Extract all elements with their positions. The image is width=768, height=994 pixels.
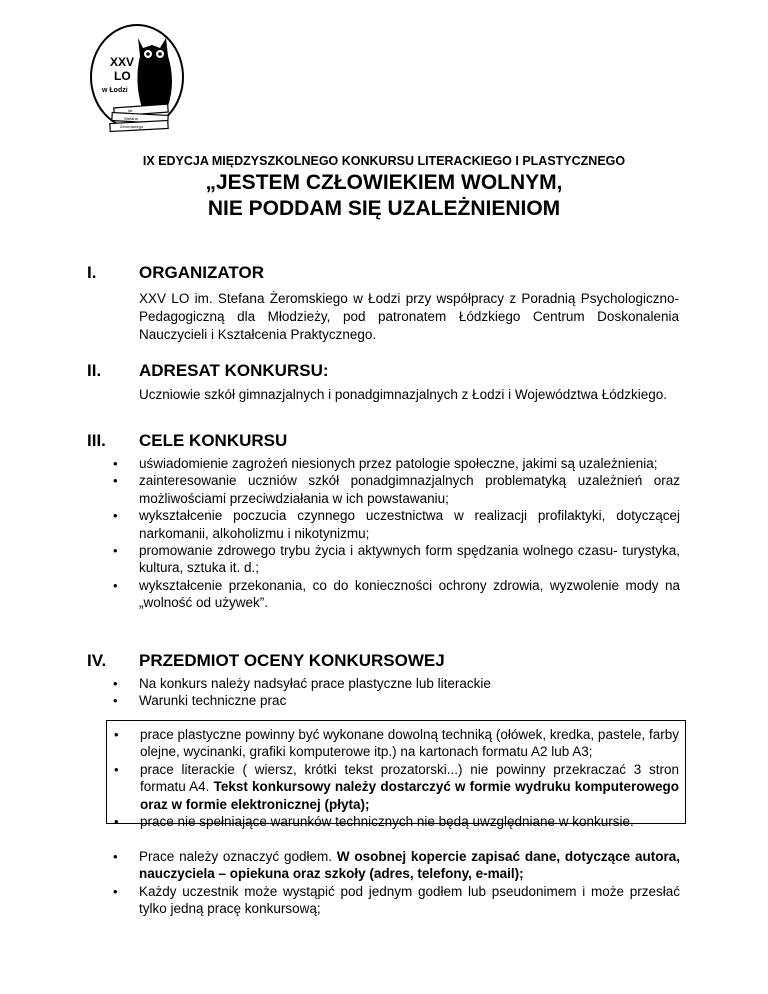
section-2-text: Uczniowie szkół gimnazjalnych i ponadgimnazjalnych z Łodzi i Województwa Łódzkiego.: [139, 387, 668, 402]
list-item: • uświadomienie zagrożeń niesionych przez patologie społeczne, jakimi są uzależnienia;: [110, 455, 680, 472]
section-3-number: III.: [87, 431, 106, 450]
list-item: • wykształcenie przekonania, co do konieczności ochrony zdrowia, wyzwolenie mody na „wolność od używek”.: [110, 577, 680, 612]
book-label-2: Stefana: [124, 116, 138, 121]
technical-requirements-list: [111, 726, 679, 830]
motto-text: Prace należy oznaczyć godłem.: [139, 849, 333, 864]
list-item: • prace nie spełniające warunków technicznych nie będą uwzględniane w konkursie.: [111, 813, 679, 830]
section-4-number: IV.: [87, 651, 107, 670]
list-item: • zainteresowanie uczniów szkół ponadgimnazjalnych problematyką uzależnień oraz możliwościami przeciwdziałania w ich powstawaniu;: [110, 472, 680, 507]
owl-icon: [137, 38, 172, 108]
technical-requirements-box: [106, 720, 686, 830]
section-2-title: ADRESAT KONKURSU:: [139, 361, 329, 380]
list-item: • Warunki techniczne prac: [110, 692, 680, 709]
section-1-number: I.: [87, 263, 97, 282]
envelope-instructions: W osobnej kopercie zapisać dane, dotyczące autora, nauczyciela – opiekuna oraz szkoły (adres, telefony, e-mail);: [139, 849, 681, 882]
logo-line2: LO: [114, 69, 131, 83]
list-item: • Każdy uczestnik może wystąpić pod jednym godłem lub pseudonimem i może przesłać tylko jedną pracę konkursową;: [110, 883, 680, 918]
literary-works-text: prace literackie ( wiersz, krótki tekst prozatorski...) nie powinny przekraczać 3 stron formatu A4.: [140, 761, 679, 795]
list-item: • prace plastyczne powinny być wykonane dowolną techniką (ołówek, kredka, pastele, farby olejne, wycinanki, grafiki komputerowe itp.) na kartonach formatu A2 lub A3;: [111, 726, 679, 761]
logo-line1: XXV: [110, 55, 135, 69]
section-3-title: CELE KONKURSU: [139, 431, 288, 450]
contest-title: [0, 170, 768, 222]
title-line-1: „JESTEM CZŁOWIEKIEM WOLNYM,: [205, 171, 563, 194]
books-icon: [110, 104, 168, 131]
title-line-2: NIE PODDAM SIĘ UZALEŻNIENIOM: [207, 197, 561, 220]
list-item: • wykształcenie poczucia czynnego uczestnictwa w realizacji profilaktyki, dotyczącej narkomanii, alkoholizmu i nikotynizmu;: [110, 507, 680, 542]
contest-subtitle: IX EDYCJA MIĘDZYSZKOLNEGO KONKURSU LITERACKIEGO I PLASTYCZNEGO: [142, 154, 626, 168]
book-label-1: Żeromskiego: [120, 124, 144, 129]
literary-works-bold: Tekst konkursowy należy dostarczyć w formie wydruku komputerowego oraz w formie elektronicznej (płyta);: [140, 779, 679, 812]
section-2-number: II.: [87, 361, 102, 380]
section-1-title: ORGANIZATOR: [139, 263, 264, 282]
section-4-title: PRZEDMIOT OCENY KONKURSOWEJ: [139, 651, 445, 670]
goals-list: [110, 455, 680, 612]
list-item: • promowanie zdrowego trybu życia i aktywnych form spędzania wolnego czasu- turystyka, kultura, sztuka it. d.;: [110, 542, 680, 577]
list-item: [111, 761, 679, 813]
submission-rules-list: [110, 848, 680, 918]
list-item: [110, 848, 680, 883]
school-logo: [88, 22, 186, 138]
evaluation-list: [110, 675, 680, 710]
section-1-text: XXV LO im. Stefana Żeromskiego w Łodzi przy współpracy z Poradnią Psychologiczno- Pedagogiczną dla Młodzieży, pod patronatem Łódzkiego Centrum Doskonalenia Nauczycieli i Kształcenia Praktycznego.: [139, 291, 679, 342]
list-item: • Na konkurs należy nadsyłać prace plastyczne lub literackie: [110, 675, 680, 692]
logo-line3: w Łodzi: [102, 87, 128, 94]
book-label-3: im.: [128, 108, 134, 113]
